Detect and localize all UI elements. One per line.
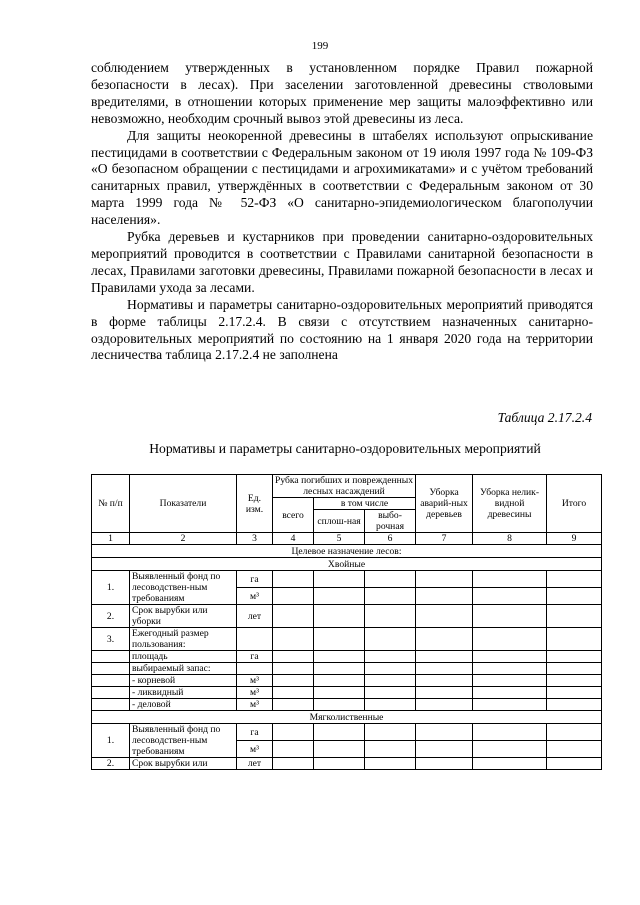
table-row xyxy=(92,675,602,687)
empty-cell xyxy=(547,588,602,605)
empty-cell xyxy=(547,699,602,711)
header-including: в том числе xyxy=(314,498,416,510)
table-row xyxy=(92,663,602,675)
table-row xyxy=(92,605,602,628)
empty-cell xyxy=(547,628,602,651)
empty-cell xyxy=(416,687,473,699)
empty-cell xyxy=(273,605,314,628)
empty-cell xyxy=(365,628,416,651)
empty-cell xyxy=(547,651,602,663)
empty-cell xyxy=(365,758,416,770)
empty-cell xyxy=(473,605,547,628)
empty-cell xyxy=(273,663,314,675)
row-indicator: Выявленный фонд по лесоводствен-ным требованиям xyxy=(130,724,237,758)
row-indicator: Срок вырубки или уборки xyxy=(130,605,237,628)
empty-cell xyxy=(314,675,365,687)
empty-cell xyxy=(314,628,365,651)
empty-cell xyxy=(365,651,416,663)
column-number-row xyxy=(92,533,602,545)
section-name: Хвойные xyxy=(92,558,602,571)
column-number: 4 xyxy=(273,533,314,545)
row-number: 1. xyxy=(92,571,130,605)
empty-cell xyxy=(314,699,365,711)
empty-cell xyxy=(365,741,416,758)
header-felling-group: Рубка погибших и поврежденных лесных насаждений xyxy=(273,475,416,498)
column-number: 3 xyxy=(237,533,273,545)
row-indicator: площадь xyxy=(130,651,237,663)
header-clear: сплош-ная xyxy=(314,510,365,533)
row-unit: лет xyxy=(237,758,273,770)
paragraph: Для защиты неокоренной древесины в штабелях используют опрыскивание пестицидами в соответствии с Федеральным законом от 19 июля 1997 года № 109-ФЗ «О безопасном обращении с пестицидами и агрохимикатами» и с учётом требований санитарных правил, утверждённых в соответствии с Федеральным законом от 30 марта 1999 года № 52-ФЗ «О санитарно-эпидемиологическом благополучии населения». xyxy=(91,127,593,228)
row-unit: га xyxy=(237,571,273,588)
empty-cell xyxy=(473,651,547,663)
empty-cell xyxy=(547,724,602,741)
header-selective: выбо-рочная xyxy=(365,510,416,533)
empty-cell xyxy=(416,675,473,687)
empty-cell xyxy=(473,699,547,711)
empty-cell xyxy=(365,605,416,628)
row-unit: м³ xyxy=(237,741,273,758)
empty-cell xyxy=(273,675,314,687)
empty-cell xyxy=(547,758,602,770)
empty-cell xyxy=(473,724,547,741)
empty-cell xyxy=(547,675,602,687)
empty-cell xyxy=(314,741,365,758)
empty-cell xyxy=(273,687,314,699)
empty-cell xyxy=(365,724,416,741)
row-indicator: - деловой xyxy=(130,699,237,711)
empty-cell xyxy=(416,758,473,770)
empty-cell xyxy=(365,588,416,605)
row-unit: м³ xyxy=(237,687,273,699)
page-number: 199 xyxy=(311,40,329,52)
row-unit xyxy=(237,628,273,651)
row-number xyxy=(92,651,130,663)
row-number: 3. xyxy=(92,628,130,651)
empty-cell xyxy=(473,571,547,588)
table-row xyxy=(92,724,602,741)
header-illiquid: Уборка нелик-видной древесины xyxy=(473,475,547,533)
row-indicator: Выявленный фонд по лесоводствен-ным требованиям xyxy=(130,571,237,605)
empty-cell xyxy=(473,675,547,687)
empty-cell xyxy=(314,758,365,770)
empty-cell xyxy=(365,571,416,588)
row-unit xyxy=(237,663,273,675)
table-row xyxy=(92,651,602,663)
empty-cell xyxy=(314,651,365,663)
row-number: 1. xyxy=(92,724,130,758)
empty-cell xyxy=(416,588,473,605)
table-row xyxy=(92,628,602,651)
column-number: 7 xyxy=(416,533,473,545)
empty-cell xyxy=(273,699,314,711)
empty-cell xyxy=(273,571,314,588)
empty-cell xyxy=(314,663,365,675)
empty-cell xyxy=(473,687,547,699)
empty-cell xyxy=(473,758,547,770)
empty-cell xyxy=(473,588,547,605)
header-num: № п/п xyxy=(92,475,130,533)
empty-cell xyxy=(416,699,473,711)
empty-cell xyxy=(273,741,314,758)
empty-cell xyxy=(547,687,602,699)
column-number: 1 xyxy=(92,533,130,545)
paragraph: Нормативы и параметры санитарно-оздоровительных мероприятий приводятся в форме таблицы 2.17.2.4. В связи с отсутствием назначенных санитарно-оздоровительных мероприятий по состоянию на 1 января 2020 года на территории лесничества таблица 2.17.2.4 не заполнена xyxy=(91,296,593,363)
column-number: 6 xyxy=(365,533,416,545)
column-number: 8 xyxy=(473,533,547,545)
empty-cell xyxy=(273,724,314,741)
row-number xyxy=(92,699,130,711)
row-number xyxy=(92,687,130,699)
header-emergency: Уборка аварий-ных деревьев xyxy=(416,475,473,533)
row-unit: м³ xyxy=(237,699,273,711)
row-indicator: - корневой xyxy=(130,675,237,687)
paragraph: соблюдением утвержденных в установленном порядке Правил пожарной безопасности в лесах). При заселении заготовленной древесины стволовыми вредителями, в отношении которых применение мер защиты малоэффективно или невозможно, необходим срочный вывоз этой древесины из леса. xyxy=(91,60,593,126)
empty-cell xyxy=(314,571,365,588)
section-row xyxy=(92,711,602,724)
column-number: 9 xyxy=(547,533,602,545)
row-indicator: - ликвидный xyxy=(130,687,237,699)
paragraph: Рубка деревьев и кустарников при проведении санитарно-оздоровительных мероприятий проводится в соответствии с Правилами санитарной безопасности в лесах, Правилами заготовки древесины, Правилами пожарной безопасности в лесах и Правилами ухода за лесами. xyxy=(91,229,593,295)
table-reference: Таблица 2.17.2.4 xyxy=(497,410,592,425)
empty-cell xyxy=(416,651,473,663)
header-indicators: Показатели xyxy=(130,475,237,533)
empty-cell xyxy=(273,588,314,605)
empty-cell xyxy=(273,651,314,663)
section-row xyxy=(92,558,602,571)
purpose-label: Целевое назначение лесов: xyxy=(92,545,602,558)
row-unit: лет xyxy=(237,605,273,628)
empty-cell xyxy=(547,571,602,588)
empty-cell xyxy=(416,663,473,675)
row-unit: м³ xyxy=(237,675,273,687)
empty-cell xyxy=(314,605,365,628)
empty-cell xyxy=(416,741,473,758)
table-row xyxy=(92,571,602,588)
body-text xyxy=(91,60,593,364)
empty-cell xyxy=(314,588,365,605)
row-indicator: выбираемый запас: xyxy=(130,663,237,675)
table-title: Нормативы и параметры санитарно-оздоровительных мероприятий xyxy=(149,441,541,456)
table-row xyxy=(92,699,602,711)
empty-cell xyxy=(365,699,416,711)
row-number xyxy=(92,675,130,687)
row-number: 2. xyxy=(92,758,130,770)
header-unit: Ед. изм. xyxy=(237,475,273,533)
empty-cell xyxy=(314,687,365,699)
row-indicator: Срок вырубки или xyxy=(130,758,237,770)
empty-cell xyxy=(273,758,314,770)
empty-cell xyxy=(314,724,365,741)
empty-cell xyxy=(547,663,602,675)
empty-cell xyxy=(416,571,473,588)
row-indicator: Ежегодный размер пользования: xyxy=(130,628,237,651)
table-row xyxy=(92,758,602,770)
row-unit: га xyxy=(237,724,273,741)
section-name: Мягколиственные xyxy=(92,711,602,724)
empty-cell xyxy=(416,724,473,741)
row-number xyxy=(92,663,130,675)
column-number: 5 xyxy=(314,533,365,545)
empty-cell xyxy=(273,628,314,651)
column-number: 2 xyxy=(130,533,237,545)
empty-cell xyxy=(365,663,416,675)
empty-cell xyxy=(473,663,547,675)
empty-cell xyxy=(547,741,602,758)
norms-table xyxy=(91,474,602,770)
empty-cell xyxy=(365,675,416,687)
empty-cell xyxy=(365,687,416,699)
row-unit: га xyxy=(237,651,273,663)
empty-cell xyxy=(416,628,473,651)
row-unit: м³ xyxy=(237,588,273,605)
empty-cell xyxy=(547,605,602,628)
header-total-felling: всего xyxy=(273,498,314,533)
header-itogo: Итого xyxy=(547,475,602,533)
empty-cell xyxy=(416,605,473,628)
empty-cell xyxy=(473,741,547,758)
row-number: 2. xyxy=(92,605,130,628)
table-row xyxy=(92,687,602,699)
empty-cell xyxy=(473,628,547,651)
